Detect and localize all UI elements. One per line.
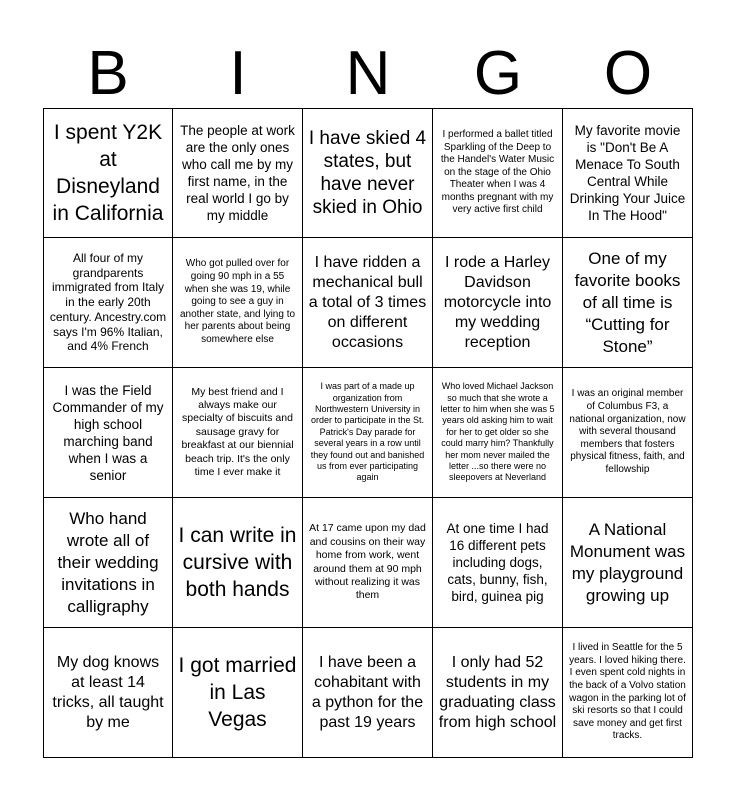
bingo-cell[interactable]: [303, 238, 433, 368]
cell-text: I lived in Seattle for the 5 years. I loved hiking there. I even spent cold nights in the back of a Volvo station wagon in the parking lot of ski resorts so that I could save money and get first tracks.: [569, 642, 686, 742]
cell-text: I have ridden a mechanical bull a total of 3 times on different occasions: [308, 253, 427, 351]
cell-text: Who loved Michael Jackson so much that she wrote a letter to him when she was 5 years old asking him to wait for her to get older so she could marry him? Thankfully her mom never mailed the letter ...so there were no sleepovers at Neverland: [440, 381, 555, 483]
cell-text: I have been a cohabitant with a python for the past 19 years: [311, 653, 424, 731]
bingo-cell[interactable]: [43, 108, 173, 238]
bingo-cell[interactable]: [563, 238, 693, 368]
cell-text: A National Monument was my playground growing up: [569, 519, 686, 605]
cell-text: My dog knows at least 14 tricks, all taught by me: [52, 653, 164, 731]
header-letter-o: O: [603, 39, 653, 108]
bingo-cell[interactable]: [433, 238, 563, 368]
header-letter-n: N: [345, 39, 391, 108]
bingo-cell[interactable]: [303, 368, 433, 498]
cell-text: I have skied 4 states, but have never skied in Ohio: [308, 128, 427, 218]
bingo-cell[interactable]: [563, 628, 693, 758]
bingo-cell[interactable]: [173, 108, 303, 238]
cell-text: The people at work are the only ones who call me by my first name, in the real world I go by my middle: [180, 123, 295, 223]
cell-text: My best friend and I always make our specialty of biscuits and sausage gravy for breakfast at our biennial beach trip. It's the only time I ever make it: [181, 385, 294, 479]
bingo-cell[interactable]: [173, 238, 303, 368]
cell-text: I was the Field Commander of my high school marching band when I was a senior: [52, 382, 164, 483]
header-letter-g: G: [473, 39, 523, 108]
cell-text: One of my favorite books of all time is “Cutting for Stone”: [574, 248, 681, 356]
bingo-cell[interactable]: [563, 498, 693, 628]
cell-text: I got married in Las Vegas: [178, 654, 297, 731]
bingo-cell[interactable]: [173, 498, 303, 628]
bingo-cell[interactable]: [173, 368, 303, 498]
bingo-cell[interactable]: [303, 108, 433, 238]
bingo-cell[interactable]: [433, 368, 563, 498]
bingo-cell[interactable]: [303, 498, 433, 628]
bingo-cell[interactable]: [563, 368, 693, 498]
bingo-board: [43, 108, 693, 758]
bingo-cell[interactable]: [173, 628, 303, 758]
cell-text: My favorite movie is "Don't Be A Menace To South Central While Drinking Your Juice In The Hood": [569, 123, 686, 223]
bingo-cell[interactable]: [43, 498, 173, 628]
cell-text: I was part of a made up organization from Northwestern University in order to participate in the St. Patrick's Day parade for several years in a row until they found out and banished us from ever participating again: [310, 381, 425, 483]
header-letter-b: B: [87, 39, 129, 108]
bingo-cell[interactable]: [563, 108, 693, 238]
cell-text: I spent Y2K at Disneyland in California: [52, 121, 164, 225]
bingo-cell[interactable]: [43, 238, 173, 368]
cell-text: All four of my grandparents immigrated from Italy in the early 20th century. Ancestry.com says I'm 96% Italian, and 4% French: [49, 250, 167, 354]
cell-text: At one time I had 16 different pets including dogs, cats, bunny, fish, bird, guinea pig: [446, 521, 549, 604]
bingo-cell[interactable]: [43, 628, 173, 758]
cell-text: I can write in cursive with both hands: [178, 524, 297, 601]
bingo-cell[interactable]: [433, 498, 563, 628]
cell-text: I was an original member of Columbus F3, a national organization, now with several thousand members that fosters physical fitness, faith, and fellowship: [569, 388, 686, 475]
cell-text: I rode a Harley Davidson motorcycle into my wedding reception: [443, 253, 552, 351]
cell-text: At 17 came upon my dad and cousins on their way home from work, went around them at 90 mph without realizing it was them: [309, 522, 426, 602]
bingo-header: [43, 40, 693, 108]
bingo-cell[interactable]: [433, 628, 563, 758]
bingo-cell[interactable]: [43, 368, 173, 498]
header-letter-i: I: [229, 39, 247, 108]
cell-text: I performed a ballet titled Sparkling of the Deep to the Handel's Water Music on the stage of the Ohio Theater when I was 4 months pregnant with my very active first child: [440, 128, 555, 216]
cell-text: Who got pulled over for going 90 mph in a 55 when she was 19, while going to see a guy in another state, and lying to her parents about being somewhere else: [179, 258, 296, 345]
cell-text: Who hand wrote all of their wedding invitations in calligraphy: [57, 508, 159, 616]
cell-text: I only had 52 students in my graduating class from high school: [438, 653, 557, 731]
bingo-cell[interactable]: [433, 108, 563, 238]
bingo-cell[interactable]: [303, 628, 433, 758]
